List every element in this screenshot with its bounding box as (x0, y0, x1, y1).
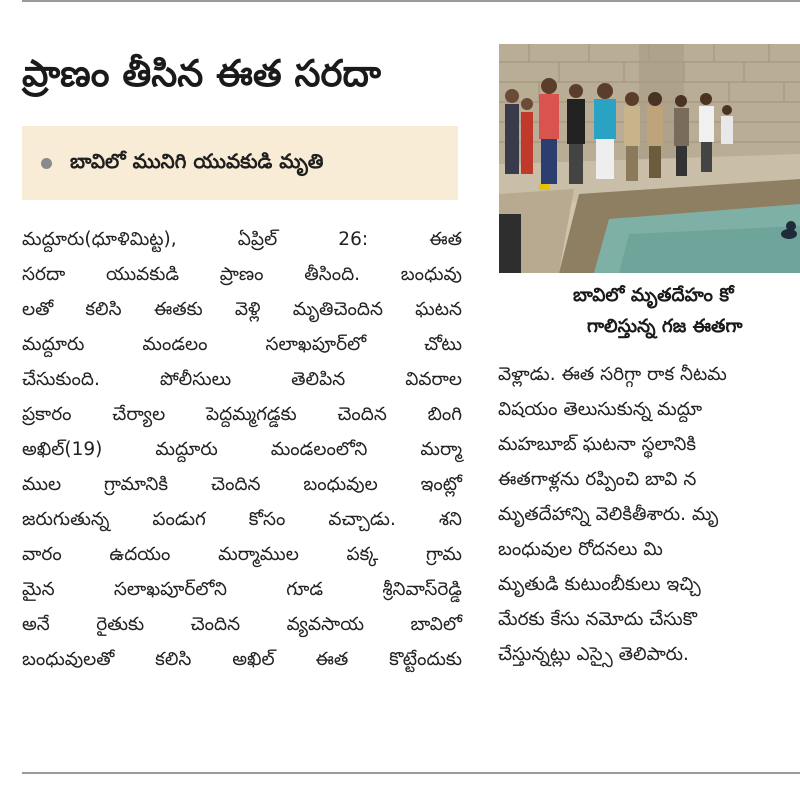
body-line: బంధువుల రోదనలు మి (498, 539, 663, 560)
bullet-icon (41, 158, 52, 169)
body-line: చేసుకుంది. పోలీసులు తెలిపిన వివరాల (22, 369, 462, 390)
body-line: వారం ఉదయం మర్మాముల పక్క గ్రామ (22, 544, 462, 565)
photo-caption-line-1: బావిలో మృతదేహం కో (573, 285, 734, 306)
article-body-right-column (498, 357, 800, 672)
body-line: అనే రైతుకు చెందిన వ్యవసాయ బావిలో (22, 614, 462, 635)
article-body-left-column (22, 222, 462, 677)
body-line: లతో కలిసి ఈతకు వెళ్లి మృతిచెందిన ఘటన (22, 299, 462, 320)
news-photo-illustration (499, 44, 800, 273)
body-line: ప్రకారం చేర్యాల పెద్దమ్మగడ్డకు చెందిన బింగి (22, 404, 462, 425)
body-line: విషయం తెలుసుకున్న మద్దూ (498, 399, 703, 420)
subheadline: బావిలో మునిగి యువకుడి మృతి (70, 148, 324, 173)
subheadline-box (22, 126, 458, 200)
photo-caption-line-2: గాలిస్తున్న గజ ఈతగా (587, 316, 743, 337)
bottom-rule (22, 772, 800, 774)
body-line: మైన సలాఖపూర్‌లోని గూడ శ్రీనివాస్‌రెడ్డి (22, 579, 462, 600)
body-line: మహబూబ్ ఘటనా స్థలానికి (498, 434, 697, 455)
body-line: జరుగుతున్న పండుగ కోసం వచ్చాడు. శని (22, 509, 462, 530)
body-line: అఖిల్(19) మద్దూరు మండలంలోని మర్మా (22, 439, 462, 460)
body-line: ముల గ్రామానికి చెందిన బంధువుల ఇంట్లో (22, 474, 462, 495)
headline: ప్రాణం తీసిన ఈత సరదా (22, 52, 381, 95)
body-line: మృతుడి కుటుంబీకులు ఇచ్చి (498, 574, 701, 595)
news-photo (499, 44, 800, 273)
body-line: ఈతగాళ్లను రప్పించి బావి న (498, 469, 697, 490)
body-line: మద్దూరు మండలం సలాఖపూర్‌లో చోటు (22, 334, 462, 355)
top-rule (22, 0, 800, 2)
body-line: మృతదేహాన్ని వెలికితీశారు. మృ (498, 504, 719, 525)
body-line: బంధువులతో కలిసి అఖిల్ ఈత కొట్టేందుకు (22, 649, 462, 670)
body-line: వెళ్లాడు. ఈత సరిగ్గా రాక నీటమ (498, 364, 727, 385)
photo-caption (499, 280, 800, 345)
body-line: మద్దూరు(ధూళిమిట్ట), ఏప్రిల్ 26: ఈత (22, 229, 462, 250)
body-line: చేస్తున్నట్లు ఎస్సై తెలిపారు. (498, 644, 689, 665)
body-line: సరదా యువకుడి ప్రాణం తీసింది. బంధువు (22, 264, 462, 285)
body-line: మేరకు కేసు నమోదు చేసుకొ (498, 609, 697, 630)
